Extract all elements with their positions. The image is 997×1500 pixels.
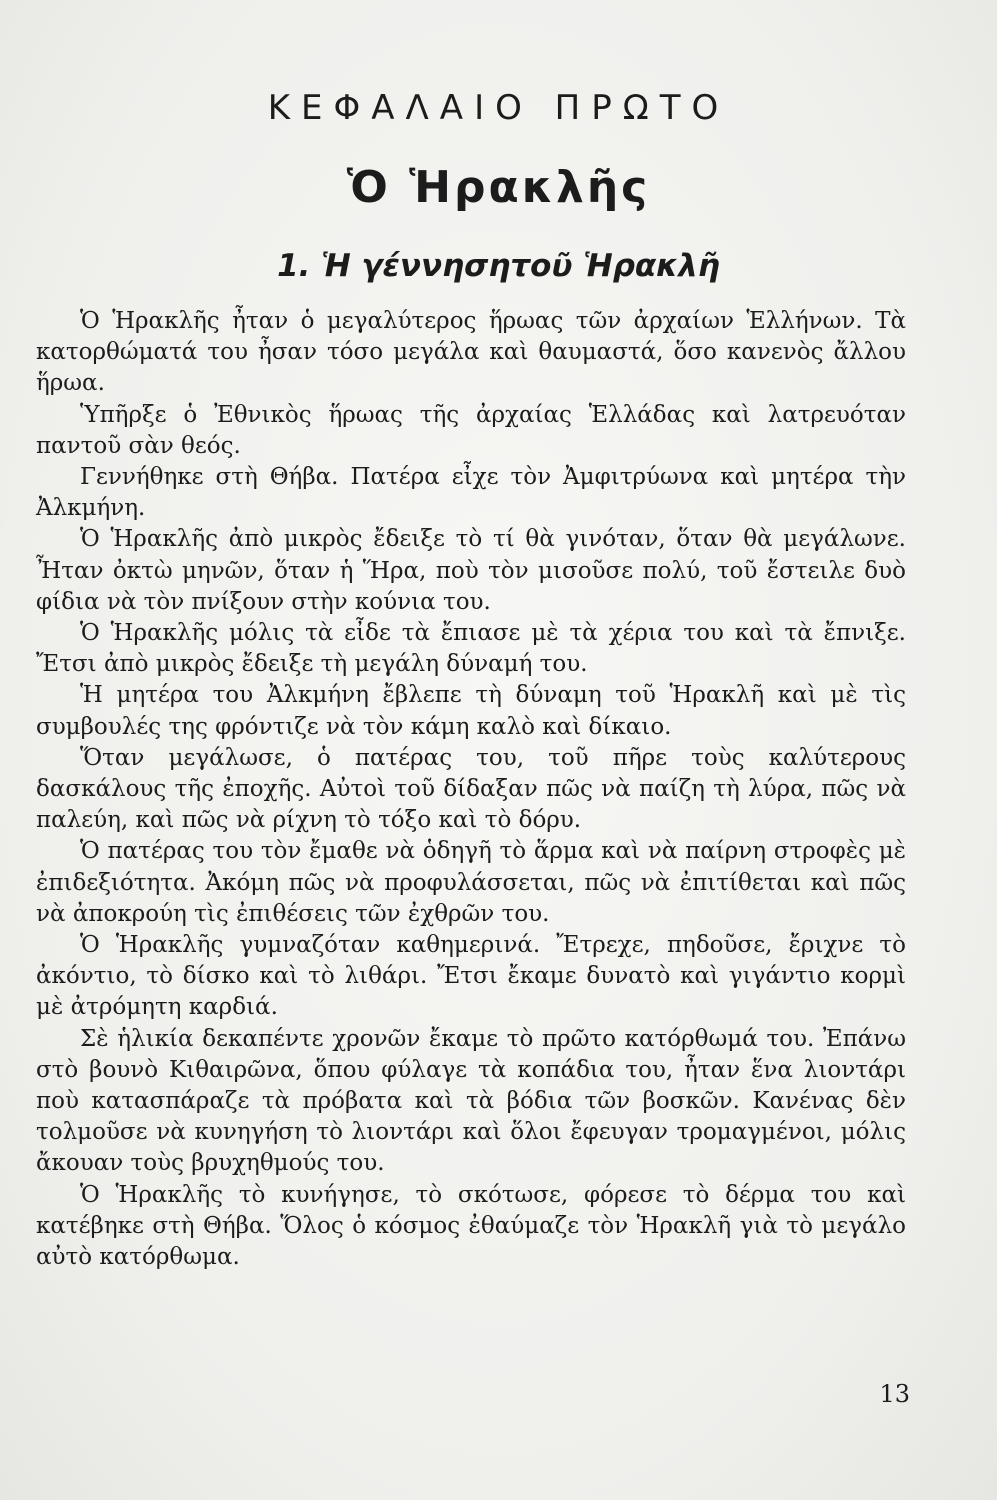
paragraph: Ὁ Ἡρακλῆς ἦταν ὁ μεγαλύτερος ἥρωας τῶν ἀρχαίων Ἑλλήνων. Τὰ κατορθώματά του ἦσαν τόσο μεγάλα καὶ θαυμαστά, ὅσο κανενὸς ἄλλου ἥρωα. bbox=[36, 308, 906, 397]
paragraph: Ὑπῆρξε ὁ Ἐθνικὸς ἥρωας τῆς ἀρχαίας Ἑλλάδας καὶ λατρευόταν παντοῦ σὰν θεός. bbox=[36, 401, 906, 459]
page-number: 13 bbox=[879, 1380, 910, 1408]
paragraph: Ὁ Ἡρακλῆς ἀπὸ μικρὸς ἔδειξε τὸ τί θὰ γινόταν, ὅταν θὰ μεγάλωνε. Ἦταν ὀκτὼ μηνῶν, ὅταν ἡ Ἥρα, ποὺ τὸν μισοῦσε πολύ, τοῦ ἔστειλε δυὸ φίδια νὰ τὸν πνίξουν στὴν κούνια του. bbox=[36, 526, 906, 615]
paragraph: Ὅταν μεγάλωσε, ὁ πατέρας του, τοῦ πῆρε τοὺς καλύτερους δασκάλους τῆς ἐποχῆς. Αὐτοὶ τοῦ δίδαξαν πῶς νὰ παίζη τὴ λύρα, πῶς νὰ παλεύη, καὶ πῶς νὰ ρίχνη τὸ τόξο καὶ τὸ δόρυ. bbox=[36, 744, 906, 834]
paragraph: Ὁ πατέρας του τὸν ἔμαθε νὰ ὁδηγῆ τὸ ἅρμα καὶ νὰ παίρνη στροφὲς μὲ ἐπιδεξιότητα. Ἀκόμη πῶς νὰ προφυλάσσεται, πῶς νὰ ἐπιτίθεται καὶ πῶς νὰ ἀποκρούη τὶς ἐπιθέσεις τῶν ἐχθρῶν του. bbox=[36, 838, 906, 927]
paragraph: Σὲ ἡλικία δεκαπέντε χρονῶν ἔκαμε τὸ πρῶτο κατόρθωμά του. Ἐπάνω στὸ βουνὸ Κιθαιρῶνα, ὅπου φύλαγε τὰ κοπάδια του, ἦταν ἕνα λιοντάρι ποὺ κατασπάραζε τὰ πρόβατα καὶ τὰ βόδια τῶν βοσκῶν. Κανένας δὲν τολμοῦσε νὰ κυνηγήση τὸ λιοντάρι καὶ ὅλοι ἔφευγαν τρομαγμένοι, μόλις ἄκουαν τοὺς βρυχηθμούς του. bbox=[36, 1025, 906, 1177]
paragraph: Ὁ Ἡρακλῆς μόλις τὰ εἶδε τὰ ἔπιασε μὲ τὰ χέρια του καὶ τὰ ἔπνιξε. Ἔτσι ἀπὸ μικρὸς ἔδειξε τὴ μεγάλη δύναμή του. bbox=[36, 620, 906, 678]
chapter-heading: ΚΕΦΑΛΑΙΟ ΠΡΩΤΟ bbox=[267, 88, 730, 128]
paragraph: Ὁ Ἡρακλῆς γυμναζόταν καθημερινά. Ἔτρεχε, πηδοῦσε, ἔριχνε τὸ ἀκόντιο, τὸ δίσκο καὶ τὸ λιθάρι. Ἔτσι ἔκαμε δυνατὸ καὶ γιγάντιο κορμὶ μὲ ἀτρόμητη καρδιά. bbox=[36, 932, 906, 1021]
page-title: Ὁ Ἡρακλῆς bbox=[346, 162, 651, 213]
section-heading: 1. Ἡ γέννησητοῦ Ἡρακλῆ bbox=[277, 248, 720, 284]
paragraph: Ὁ Ἡρακλῆς τὸ κυνήγησε, τὸ σκότωσε, φόρεσε τὸ δέρμα του καὶ κατέβηκε στὴ Θήβα. Ὅλος ὁ κόσμος ἐθαύμαζε τὸν Ἡρακλῆ γιὰ τὸ μεγάλο αὐτὸ κατόρθωμα. bbox=[36, 1181, 906, 1271]
paragraph: Γεννήθηκε στὴ Θήβα. Πατέρα εἶχε τὸν Ἀμφιτρύωνα καὶ μητέρα τὴν Ἀλκμήνη. bbox=[36, 464, 906, 522]
paragraph: Ἡ μητέρα του Ἀλκμήνη ἔβλεπε τὴ δύναμη τοῦ Ἡρακλῆ καὶ μὲ τὶς συμβουλές της φρόντιζε νὰ τὸν κάμη καλὸ καὶ δίκαιο. bbox=[36, 682, 906, 740]
body-text bbox=[36, 306, 906, 1273]
